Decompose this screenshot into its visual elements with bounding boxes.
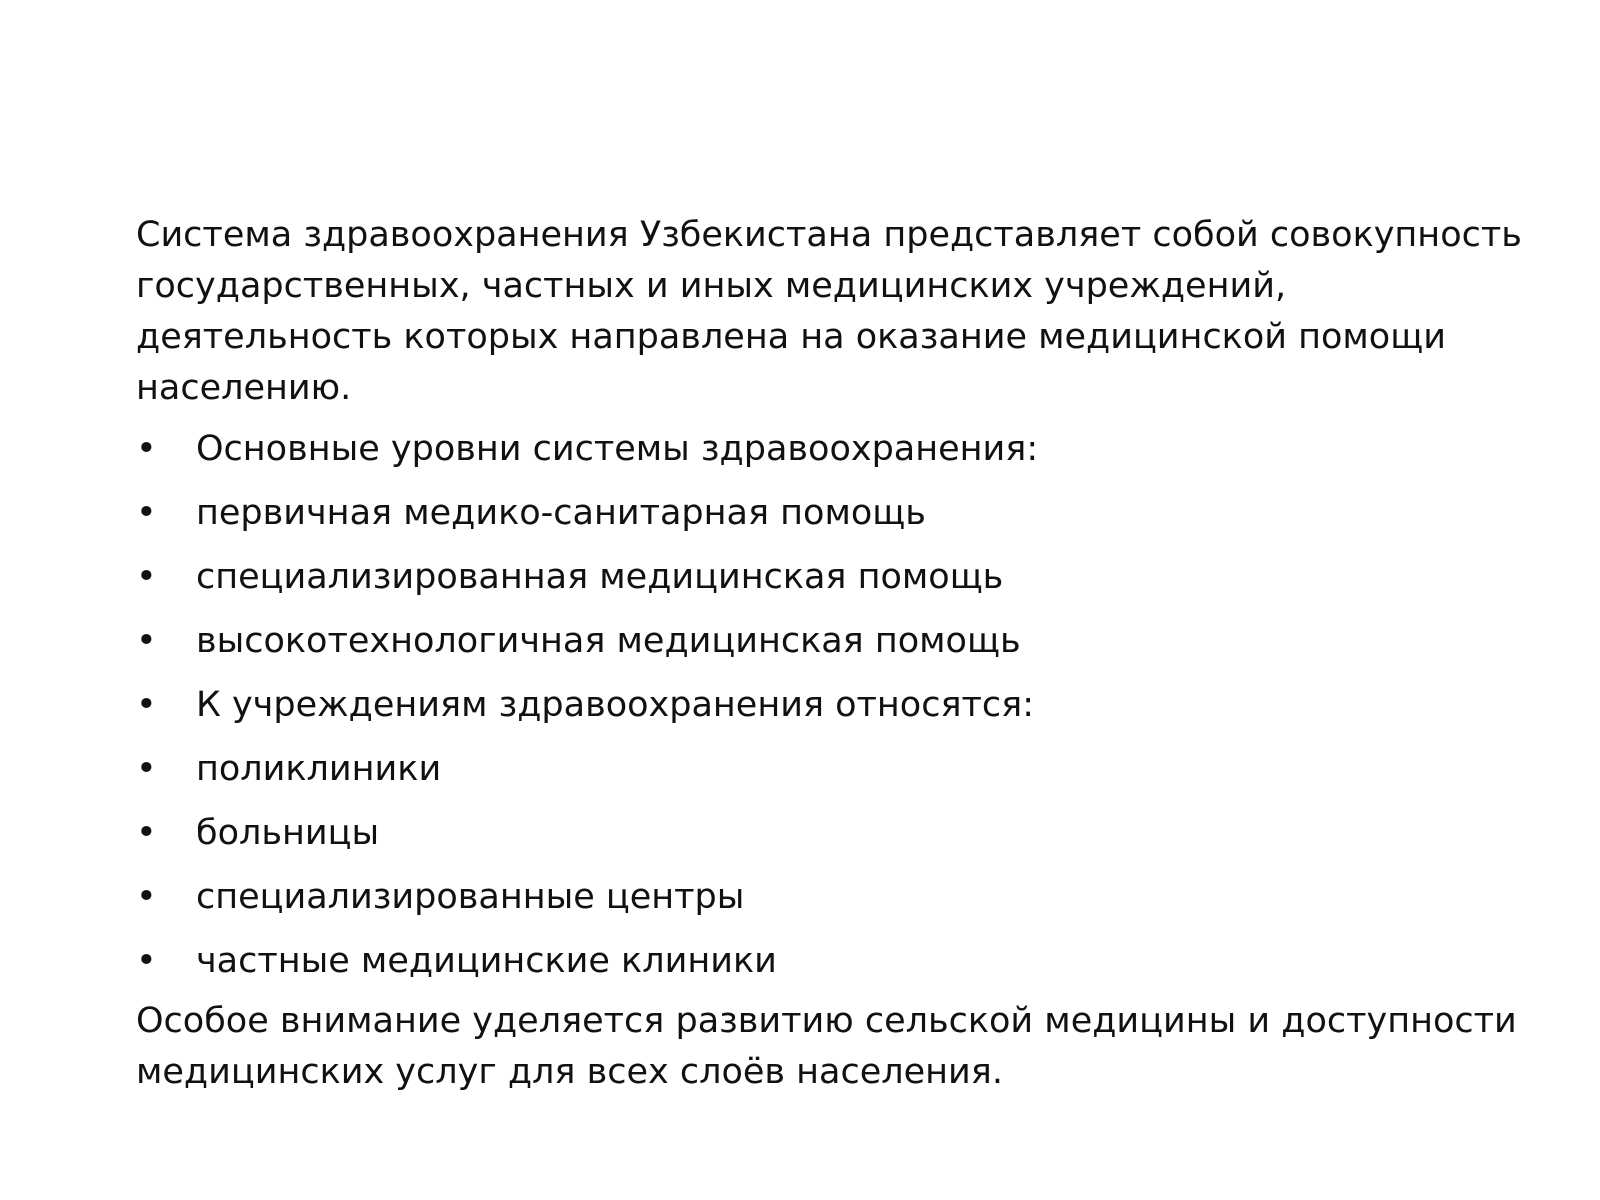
bullet-text: Основные уровни системы здравоохранения: [196,429,1039,469]
bullet-marker: • [136,877,157,917]
bullet-item [136,936,1536,987]
bullet-item [136,424,1536,475]
bullet-item [136,680,1536,731]
bullet-text: поликлиники [196,749,442,789]
bullet-text: высокотехнологичная медицинская помощь [196,621,1021,661]
slide-content [136,210,1536,1098]
bullet-item [136,872,1536,923]
intro-paragraph: Система здравоохранения Узбекистана представляет собой совокупность государственных, частных и иных медицинских учреждений, деятельность которых направлена на оказание медицинской помощи населению. [136,215,1522,408]
bullet-marker: • [136,493,157,533]
closing-paragraph: Особое внимание уделяется развитию сельской медицины и доступности медицинских услуг для всех слоёв населения. [136,1001,1517,1092]
bullet-text: специализированная медицинская помощь [196,557,1004,597]
bullet-list [136,424,1536,987]
bullet-marker: • [136,685,157,725]
bullet-marker: • [136,941,157,981]
bullet-text: больницы [196,813,380,853]
bullet-item [136,488,1536,539]
bullet-item [136,616,1536,667]
bullet-item [136,552,1536,603]
bullet-marker: • [136,749,157,789]
bullet-text: первичная медико-санитарная помощь [196,493,926,533]
bullet-item [136,744,1536,795]
bullet-marker: • [136,557,157,597]
bullet-marker: • [136,429,157,469]
bullet-text: специализированные центры [196,877,745,917]
bullet-marker: • [136,813,157,853]
bullet-text: частные медицинские клиники [196,941,777,981]
bullet-marker: • [136,621,157,661]
bullet-item [136,808,1536,859]
bullet-text: К учреждениям здравоохранения относятся: [196,685,1035,725]
